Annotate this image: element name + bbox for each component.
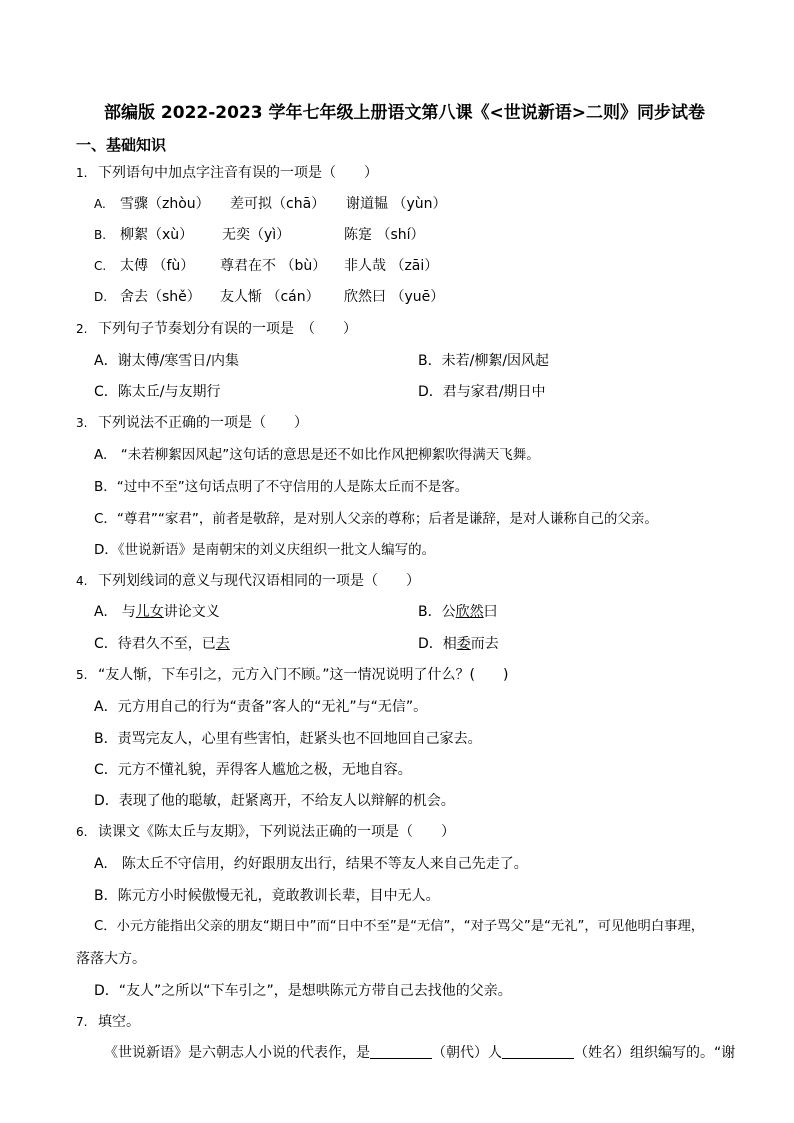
blank-dynasty[interactable] [370, 1044, 432, 1059]
option-a: A. 陈太丘不守信用，约好跟朋友出行，结果不等友人来自己先走了。 [94, 856, 528, 872]
section-heading: 一、基础知识 [76, 136, 167, 154]
option-c-continued: 落落大方。 [76, 951, 146, 967]
page-title: 部编版 2022-2023 学年七年级上册语文第八课《<世说新语>二则》同步试卷 [104, 103, 706, 123]
question-7: 7. 填空。 [76, 1014, 140, 1030]
option-d: D．相委而去 [418, 636, 499, 652]
option-a: A．谢太傅/寒雪日/内集 [94, 353, 240, 369]
question-5: 5. “友人惭，下车引之，元方入门不顾。”这一情况说明了什么？( ) [76, 667, 509, 683]
option-d: D．表现了他的聪敏，赶紧离开，不给友人以辩解的机会。 [94, 793, 455, 809]
option-c: C．小元方能指出父亲的朋友“期日中”而“日中不至”是“无信”，“对子骂父”是“无礼”，可见他明白事理， [94, 919, 705, 934]
question-number: 1. [76, 166, 88, 180]
option-d: D．君与家君/期日中 [418, 384, 546, 400]
option-b: B．未若/柳絮/因风起 [418, 353, 550, 369]
option-b: B．陈元方小时候傲慢无礼，竟敢教训长辈，目中无人。 [94, 888, 440, 904]
question-1 [76, 164, 378, 182]
fill-blank-line: 《世说新语》是六朝志人小说的代表作，是 （朝代）人 （姓名）组织编写的。“谢 [104, 1045, 736, 1061]
option-c: C．待君久不至，已去 [94, 636, 230, 652]
option-b: B．公欣然曰 [418, 604, 498, 620]
option-b: B. 柳絮（xù） 无奕（yì） 陈寔 （shí） [94, 227, 425, 243]
option-a: A．元方用自己的行为“责备”客人的“无礼”与“无信”。 [94, 699, 428, 715]
question-3: 3. 下列说法不正确的一项是（ ） [76, 415, 308, 431]
option-c: C．元方不懂礼貌，弄得客人尴尬之极，无地自容。 [94, 762, 412, 778]
blank-name[interactable] [502, 1044, 574, 1059]
question-6: 6. 读课文《陈太丘与友期》，下列说法正确的一项是（ ） [76, 824, 455, 840]
option-d: D. 舍去（shě） 友人惭 （cán） 欣然曰 （yuē） [94, 289, 445, 305]
question-stem: 下列语句中加点字注音有误的一项是（ ） [98, 165, 378, 181]
option-a: A. 雪骤（zhòu） 差可拟（chā） 谢道韫 （yùn） [94, 196, 447, 212]
option-b: B．“过中不至”这句话点明了不守信用的人是陈太丘而不是客。 [94, 479, 469, 495]
option-d: D．《世说新语》是南朝宋的刘义庆组织一批文人编写的。 [94, 542, 436, 558]
option-d: D．“友人”之所以“下车引之”，是想哄陈元方带自己去找他的父亲。 [94, 983, 512, 999]
option-c: C．陈太丘/与友期行 [94, 384, 221, 400]
option-c: C．“尊君”“家君”，前者是敬辞，是对别人父亲的尊称；后者是谦辞，是对人谦称自己的父亲。 [94, 511, 658, 527]
question-2: 2. 下列句子节奏划分有误的一项是 （ ） [76, 321, 357, 337]
option-b: B．责骂完友人，心里有些害怕，赶紧头也不回地回自己家去。 [94, 731, 482, 747]
option-a: A. 与儿女讲论文义 [94, 604, 220, 620]
option-a: A. “未若柳絮因风起”这句话的意思是还不如比作风把柳絮吹得满天飞舞。 [94, 447, 540, 463]
option-c: C. 太傅 （fù） 尊君在不 （bù） 非人哉 （zāi） [94, 258, 439, 274]
question-4: 4. 下列划线词的意义与现代汉语相同的一项是（ ） [76, 573, 420, 589]
